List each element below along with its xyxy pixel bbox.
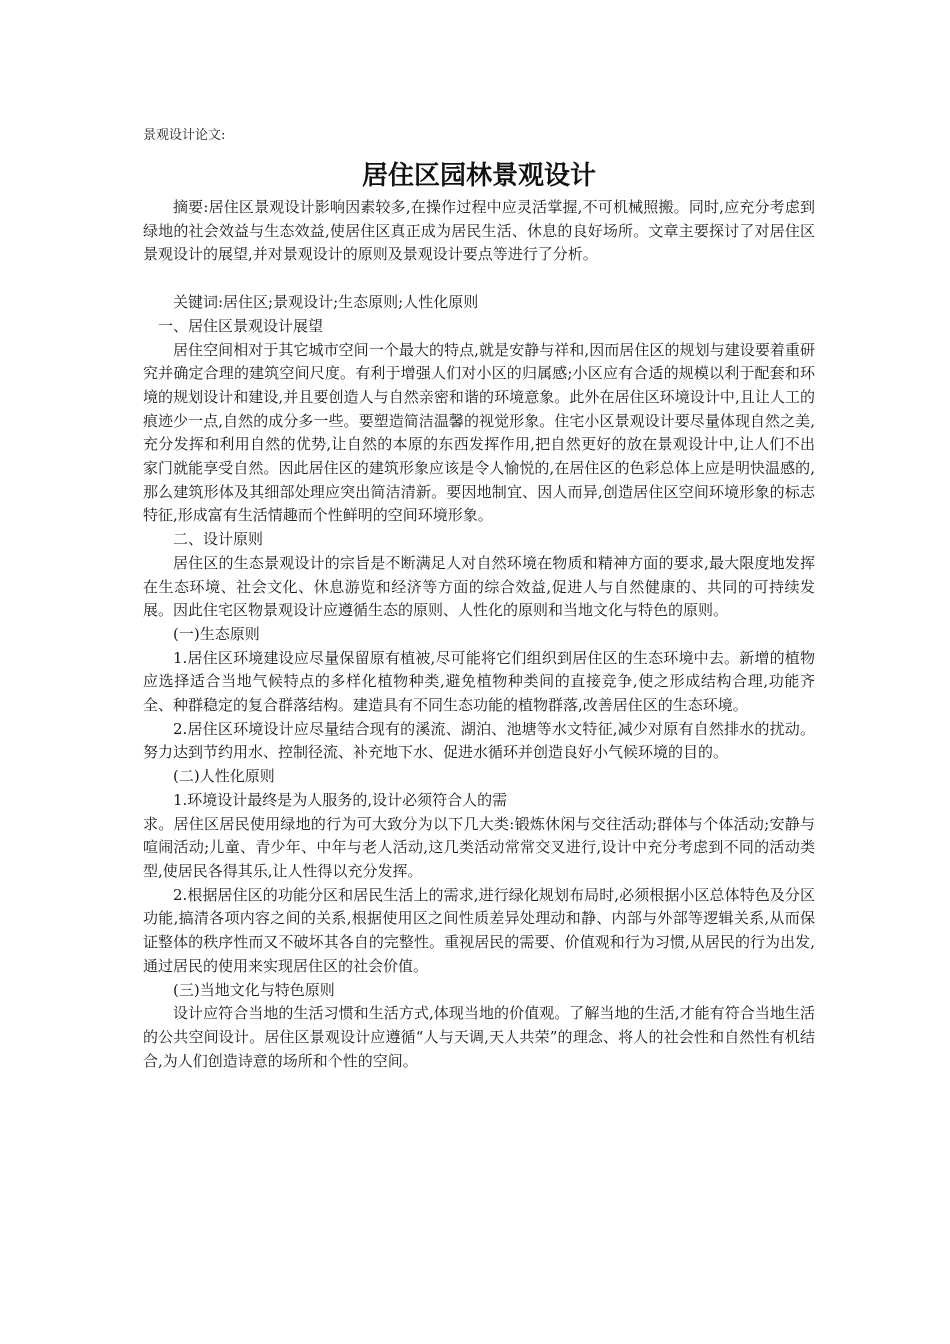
- humanization-paragraph-1b: 求。居住区居民使用绿地的行为可大致分为以下几大类:锻炼休闲与交往活动;群体与个体活动;安静与喧闹活动;儿童、青少年、中年与老人活动,这几类活动常常交叉进行,设计中充分考虑到不同的活动类型,使居民各得其乐,让人性得以充分发挥。: [143, 814, 815, 880]
- document-title: 居住区园林景观设计: [361, 161, 596, 191]
- section-1-heading: 一、居住区景观设计展望: [158, 316, 324, 335]
- subsection-ecology-heading: (一)生态原则: [173, 624, 260, 643]
- abstract-paragraph: 摘要:居住区景观设计影响因素较多,在操作过程中应灵活掌握,不可机械照搬。同时,应充分考虑到绿地的社会效益与生态效益,使居住区真正成为居民生活、休息的良好场所。文章主要探讨了对居住区景观设计的展望,并对景观设计的原则及景观设计要点等进行了分析。: [143, 198, 815, 264]
- subsection-humanization-heading: (二)人性化原则: [173, 767, 275, 786]
- document-label: 景观设计论文:: [143, 128, 226, 143]
- humanization-paragraph-1a: 1.环境设计最终是为人服务的,设计必须符合人的需: [173, 790, 508, 809]
- ecology-paragraph-2: 2.居住区环境设计应尽量结合现有的溪流、湖泊、池塘等水文特征,减少对原有自然排水的扰动。努力达到节约用水、控制径流、补充地下水、促进水循环并创造良好小气候环境的目的。: [143, 719, 815, 762]
- section-2-heading: 二、设计原则: [173, 530, 264, 549]
- document-page: [143, 126, 815, 1073]
- humanization-paragraph-2: 2.根据居住区的功能分区和居民生活上的需求,进行绿化规划布局时,必须根据小区总体特色及分区功能,搞清各项内容之间的关系,根据使用区之间性质差异处理动和静、内部与外部等逻辑关系,从而保证整体的秩序性而又不破坏其各自的完整性。重视居民的需要、价值观和行为习惯,从居民的行为出发,通过居民的使用来实现居住区的社会价值。: [143, 885, 815, 975]
- section-2-intro-paragraph: 居住区的生态景观设计的宗旨是不断满足人对自然环境在物质和精神方面的要求,最大限度地发挥在生态环境、社会文化、休息游览和经济等方面的综合效益,促进人与自然健康的、共同的可持续发展。因此住宅区物景观设计应遵循生态的原则、人性化的原则和当地文化与特色的原则。: [143, 553, 815, 620]
- subsection-local-culture-heading: (三)当地文化与特色原则: [173, 980, 335, 999]
- keywords-line: 关键词:居住区;景观设计;生态原则;人性化原则: [173, 293, 479, 312]
- section-1-paragraph: 居住空间相对于其它城市空间一个最大的特点,就是安静与祥和,因而居住区的规划与建设要着重研究并确定合理的建筑空间尺度。有利于增强人们对小区的归属感;小区应有合适的规模以利于配套和环境的规划设计和建设,并且要创造人与自然亲密和谐的环境意象。此外在居住区环境设计中,且让人工的痕迹少一点,自然的成分多一些。要塑造简洁温馨的视觉形象。住宅小区景观设计要尽量体现自然之美,充分发挥和利用自然的优势,让自然的本原的东西发挥作用,把自然更好的放在景观设计中,让人们不出家门就能享受自然。因此居住区的建筑形象应该是令人愉悦的,在居住区的色彩总体上应是明快温感的,那么建筑形体及其细部处理应突出简洁清新。要因地制宜、因人而异,创造居住区空间环境形象的标志特征,形成富有生活情趣而个性鲜明的空间环境形象。: [143, 340, 815, 525]
- ecology-paragraph-1: 1.居住区环境建设应尽量保留原有植被,尽可能将它们组织到居住区的生态环境中去。新增的植物应选择适合当地气候特点的多样化植物种类,避免植物种类间的直接竞争,使之形成结构合理,功能齐全、种群稳定的复合群落结构。建造具有不同生态功能的植物群落,改善居住区的生态环境。: [143, 648, 815, 715]
- local-culture-paragraph: 设计应符合当地的生活习惯和生活方式,体现当地的价值观。了解当地的生活,才能有符合当地生活的公共空间设计。居住区景观设计应遵循“人与天调,天人共荣”的理念、将人的社会性和自然性有机结合,为人们创造诗意的场所和个性的空间。: [143, 1004, 815, 1070]
